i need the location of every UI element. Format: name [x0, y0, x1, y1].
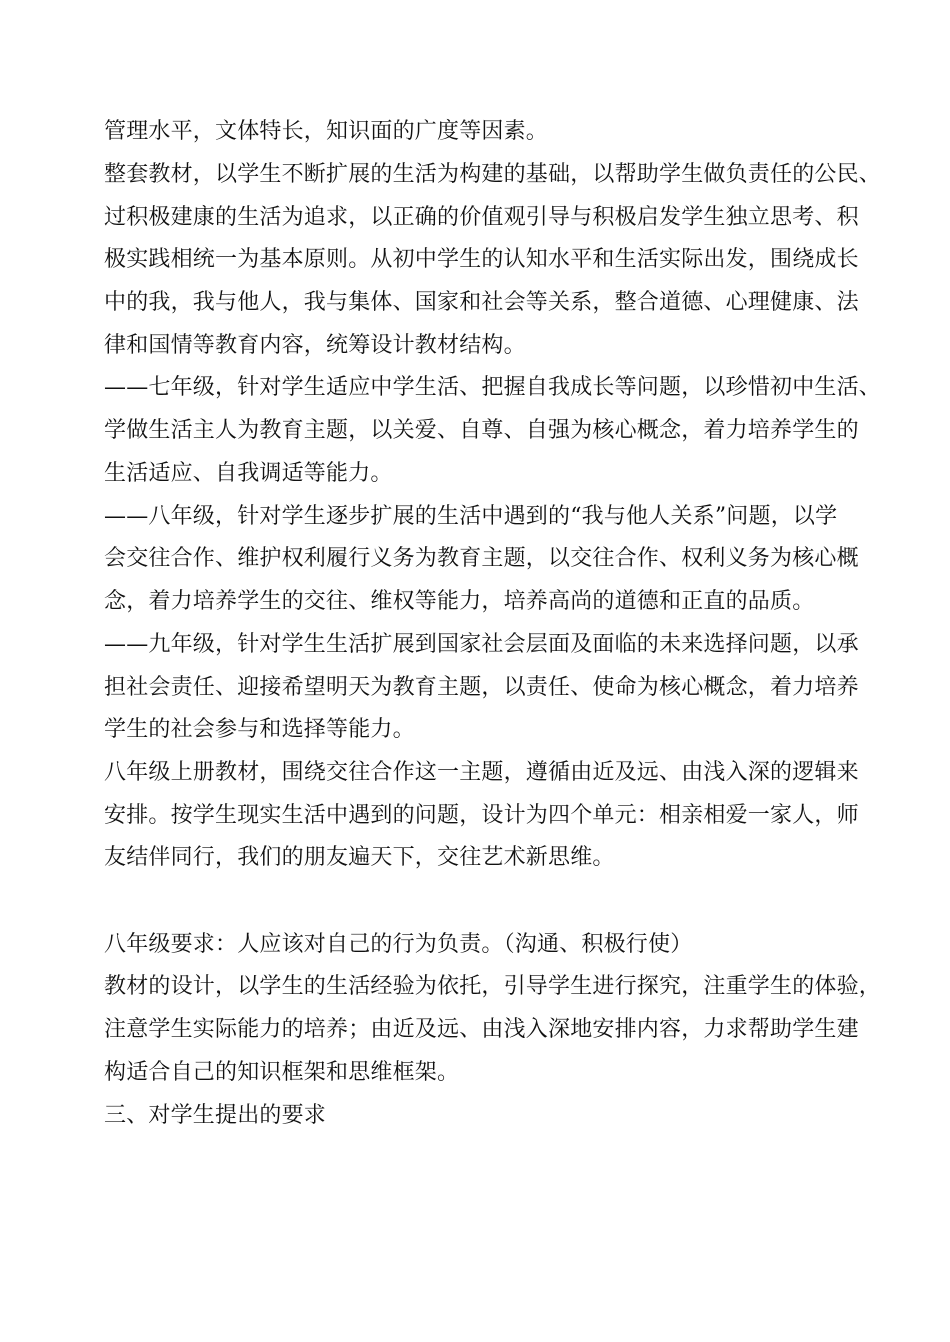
- text-line: 担社会责任、迎接希望明天为教育主题，以责任、使命为核心概念，着力培养: [104, 675, 859, 700]
- text-line: 整套教材，以学生不断扩展的生活为构建的基础，以帮助学生做负责任的公民、: [104, 162, 882, 187]
- text-line: 生活适应、自我调适等能力。: [104, 461, 393, 486]
- text-line: 友结伴同行，我们的朋友遍天下，交往艺术新思维。: [104, 845, 615, 870]
- text-line: 注意学生实际能力的培养；由近及远、由浅入深地安排内容，力求帮助学生建: [104, 1017, 859, 1042]
- text-line: ——七年级，针对学生适应中学生活、把握自我成长等问题，以珍惜初中生活、: [104, 375, 882, 400]
- text-line: ——八年级，针对学生逐步扩展的生活中遇到的“我与他人关系”问题，以学: [104, 504, 838, 529]
- text-line: 八年级上册教材，围绕交往合作这一主题，遵循由近及远、由浅入深的逻辑来: [104, 760, 859, 785]
- text-line: 学做生活主人为教育主题，以关爱、自尊、自强为核心概念，着力培养学生的: [104, 418, 859, 443]
- text-line: 安排。按学生现实生活中遇到的问题，设计为四个单元：相亲相爱一家人，师: [104, 803, 859, 828]
- text-line: 念，着力培养学生的交往、维权等能力，培养高尚的道德和正直的品质。: [104, 589, 815, 614]
- text-line: 中的我，我与他人，我与集体、国家和社会等关系，整合道德、心理健康、法: [104, 290, 859, 315]
- text-line: 学生的社会参与和选择等能力。: [104, 717, 415, 742]
- text-line: 律和国情等教育内容，统筹设计教材结构。: [104, 333, 526, 358]
- text-line: 八年级要求：人应该对自己的行为负责。（沟通、积极行使）: [104, 932, 693, 957]
- text-line: 教材的设计，以学生的生活经验为依托，引导学生进行探究，注重学生的体验，: [104, 974, 882, 999]
- text-line: ——九年级，针对学生生活扩展到国家社会层面及面临的未来选择问题，以承: [104, 632, 859, 657]
- text-line: 极实践相统一为基本原则。从初中学生的认知水平和生活实际出发，围绕成长: [104, 247, 859, 272]
- text-line: 会交往合作、维护权利履行义务为教育主题，以交往合作、权利义务为核心概: [104, 546, 859, 571]
- text-line: 过积极建康的生活为追求，以正确的价值观引导与积极启发学生独立思考、积: [104, 205, 859, 230]
- text-line: 管理水平，文体特长，知识面的广度等因素。: [104, 119, 549, 144]
- section-heading: 三、对学生提出的要求: [104, 1103, 327, 1128]
- text-line: 构适合自己的知识框架和思维框架。: [104, 1060, 460, 1085]
